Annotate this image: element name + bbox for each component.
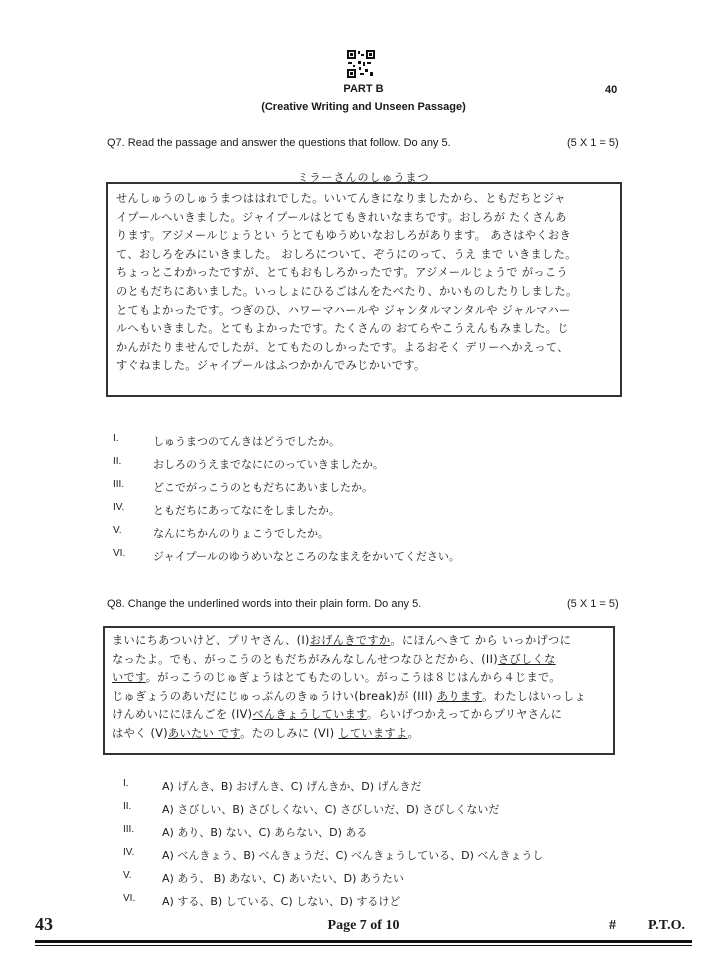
passage-line: せんしゅうのしゅうまつははれでした。いいてんきになりましたから、ともだちとジャ [116, 192, 566, 205]
q8-underlined-word: あいたい です [167, 726, 241, 740]
q8-passage-box [103, 626, 615, 755]
q8-text: なったよ。でも、がっこうのともだちがみんなしんせつなひとだから、(II) [112, 652, 498, 666]
q8-text: 。らいげつかえってからプリヤさんに [366, 708, 563, 722]
footer-rule-thin [35, 945, 692, 946]
part-subtitle: (Creative Writing and Unseen Passage) [261, 101, 466, 113]
option-text: A) する、B) している、C) しない、D) するけど [162, 895, 401, 908]
passage-title: ミラーさんのしゅうまつ [297, 171, 430, 184]
question-number: II. [113, 456, 122, 467]
passage-line: ります。アジメールじょうとい うとてもゆうめいなおしろがあります。 あさはやくおき [116, 229, 571, 243]
question-text: なんにちかんのりょこうでしたか。 [153, 527, 329, 540]
option-number: III. [123, 824, 135, 835]
question-text: おしろのうえまでなににのっていきましたか。 [153, 458, 384, 471]
passage-line: のともだちにあいました。いっしょにひるごはんをたべたり、かいものしたりしました。 [116, 284, 578, 298]
question-number: VI. [113, 548, 126, 559]
q8-underlined-word: いです [112, 671, 146, 685]
footer-pto: P.T.O. [648, 918, 685, 933]
passage-line: すぐねました。ジャイプールはふつかかんでみじかいです。 [116, 359, 426, 373]
question-text: しゅうまつのてんきはどうでしたか。 [153, 435, 340, 448]
q8-text: 。にほんへきて から いっかげつに [390, 634, 572, 647]
part-heading: PART B [343, 83, 384, 95]
q8-text: まいにちあついけど、プリヤさん、(I) [112, 634, 310, 647]
option-number: V. [123, 870, 132, 881]
passage-line: イプールへいきました。ジャイプールはとてもきれいなまちです。おしろが たくさんあ [116, 210, 567, 224]
q8-marks: (5 X 1 = 5) [567, 598, 619, 610]
q8-instruction: Q8. Change the underlined words into their plain form. Do any 5. [107, 598, 422, 610]
question-number: IV. [113, 502, 125, 513]
q8-line [112, 725, 613, 744]
question-text: どこでがっこうのともだちにあいましたか。 [153, 481, 373, 494]
question-number: III. [113, 479, 125, 490]
footer-rule [35, 940, 692, 943]
q8-underlined-word: べんきょうしています [252, 708, 367, 722]
q8-line [112, 669, 613, 688]
q8-option-list [123, 778, 623, 908]
qr-code-icon [347, 50, 375, 78]
footer-page-indicator: Page 7 of 10 [327, 918, 400, 933]
q7-marks: (5 X 1 = 5) [567, 137, 619, 149]
option-text: A) べんきょう、B) べんきょうだ、C) べんきょうしている、D) べんきょうし [162, 849, 544, 862]
passage-line: て、おしろをみにいきました。 おしろについて、ぞうにのって、うえ まで いきました。 [116, 247, 577, 261]
passage-line: とてもよかったです。つぎのひ、ハワーマハールや ジャンタルマンタルや ジャルマハー [116, 303, 571, 317]
top-page-number: 40 [605, 84, 618, 96]
passage-line: ちょっとこわかったですが、とてもおもしろかったです。アジメールじょうで がっこう [116, 266, 568, 280]
q8-text: じゅぎょうのあいだにじゅっぷんのきゅうけい(break)が (III) [112, 689, 437, 703]
option-number: II. [123, 801, 132, 812]
passage-box [106, 182, 622, 397]
option-text: A) あう、 B) あない、C) あいたい、D) あうたい [162, 872, 404, 885]
option-text: A) あり、B) ない、C) あらない、D) ある [162, 826, 368, 839]
passage-line: ルへもいきました。とてもよかったです。たくさんの おてらやこうえんもみました。じ [116, 322, 569, 336]
question-text: ジャイプールのゆうめいなところのなまえをかいてください。 [153, 550, 460, 563]
q8-line [112, 651, 613, 670]
option-number: I. [123, 778, 129, 789]
footer-code: 43 [35, 914, 53, 934]
q8-line [112, 632, 613, 651]
q7-instruction: Q7. Read the passage and answer the questions that follow. Do any 5. [107, 137, 451, 149]
q8-underlined-word: さびしくな [497, 652, 556, 666]
q8-text: 。たのしみに (VI) [240, 726, 339, 740]
q8-text: けんめいににほんごを (IV) [112, 708, 253, 722]
footer-hash: # [609, 918, 616, 933]
q8-text: はやく (V) [112, 726, 168, 740]
q7-question-list [113, 433, 613, 563]
question-number: I. [113, 433, 119, 444]
passage-line: かんがたりませんでしたが、とてもたのしかったです。よるおそく デリーへかえって、 [116, 340, 569, 354]
question-number: V. [113, 525, 122, 536]
option-text: A) げんき、B) おげんき、C) げんきか、D) げんきだ [162, 780, 422, 793]
option-text: A) さびしい、B) さびしくない、C) さびしいだ、D) さびしくないだ [162, 803, 500, 816]
q8-line [112, 688, 613, 707]
q8-underlined-word: していますよ [338, 726, 408, 740]
q8-text: 。がっこうのじゅぎょうはとてもたのしい。がっこうは８じはんから４じまで。 [145, 671, 561, 685]
q8-underlined-word: おげんきですか [309, 634, 391, 647]
q8-line [112, 706, 613, 725]
option-number: IV. [123, 847, 135, 858]
option-number: VI. [123, 893, 136, 904]
q8-text: 。わたしはいっしょ [482, 689, 586, 703]
question-text: ともだちにあってなにをしましたか。 [153, 504, 340, 517]
q8-text: 。 [407, 726, 420, 740]
q8-underlined-word: あります [436, 689, 483, 703]
